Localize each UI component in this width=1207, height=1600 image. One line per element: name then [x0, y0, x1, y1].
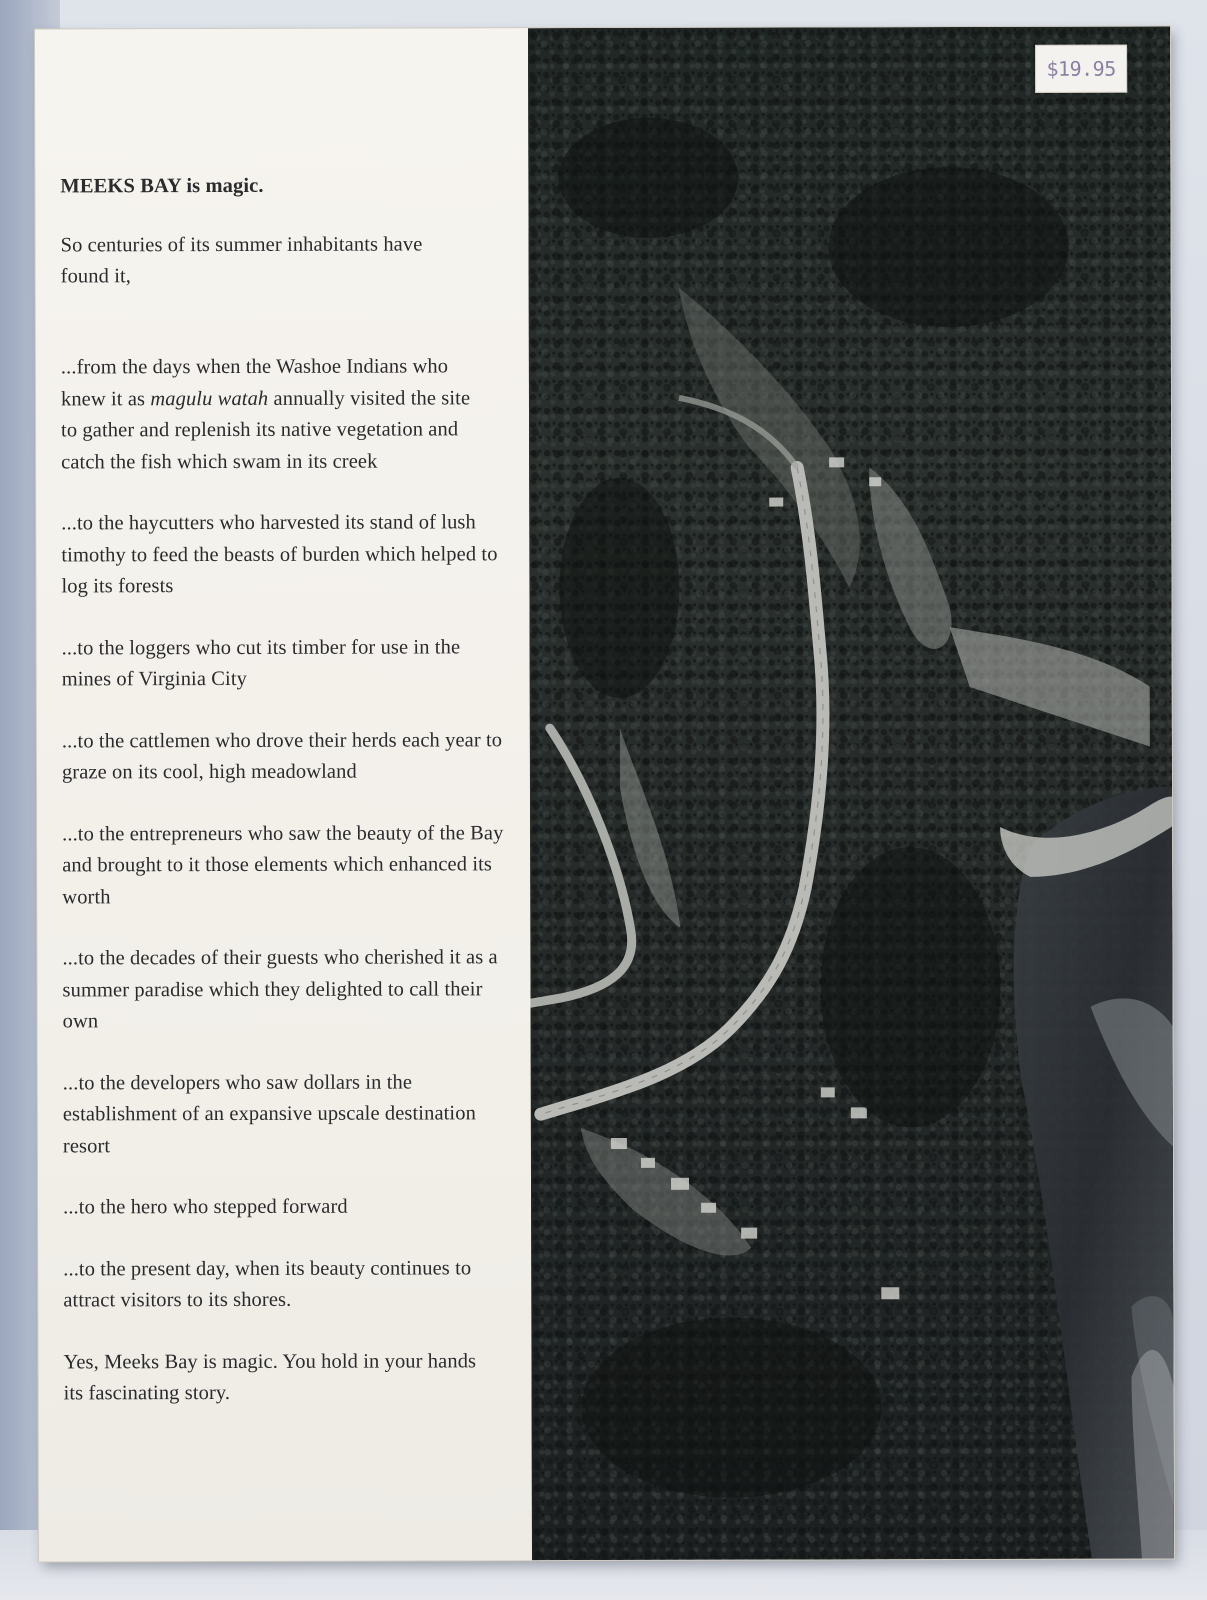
book-back-cover [35, 27, 1174, 1562]
aerial-photo [528, 27, 1174, 1561]
washoe-italic-name: magulu watah [150, 387, 269, 410]
blurb-paragraph-hero: ...to the hero who stepped forward [63, 1195, 348, 1219]
blurb-intro: So centuries of its summer inhabitants have found it, [60, 232, 423, 288]
aerial-photo-illustration [528, 27, 1174, 1561]
blurb-paragraph-guests: ...to the decades of their guests who cherished it as a summer paradise which they delighted to call their own [62, 946, 498, 1033]
blurb-panel [35, 28, 545, 1561]
blurb-paragraph-developers: ...to the developers who saw dollars in the establishment of an expansive upscale destination resort [62, 1071, 476, 1157]
price-sticker [1035, 45, 1127, 93]
blurb-closing: Yes, Meeks Bay is magic. You hold in your hands its fascinating story. [63, 1349, 477, 1405]
washoe-text-after: annually visited the site to gather and replenish its native vegetation and catch the fish which swam in its creek [61, 386, 471, 473]
blurb-paragraph-loggers: ...to the loggers who cut its timber for use in the mines of Virginia City [61, 635, 461, 691]
blurb-paragraph-entrepreneurs: ...to the entrepreneurs who saw the beauty of the Bay and brought to it those elements which enhanced its worth [62, 821, 504, 908]
blurb-paragraph-haycutters: ...to the haycutters who harvested its stand of lush timothy to feed the beasts of burden which helped to log its forests [61, 511, 498, 598]
blurb-paragraph-cattlemen: ...to the cattlemen who drove their herds each year to graze on its cool, high meadowland [61, 728, 503, 784]
price-text: $19.95 [1046, 56, 1116, 81]
blurb-text [60, 170, 533, 1440]
blurb-heading: MEEKS BAY is magic. [60, 174, 264, 198]
blurb-paragraph-present-day: ...to the present day, when its beauty continues to attract visitors to its shores. [63, 1256, 472, 1312]
washoe-text-before: ...from the days when the Washoe Indians who knew it as [60, 355, 449, 410]
blurb-paragraph-washoe [61, 320, 486, 479]
